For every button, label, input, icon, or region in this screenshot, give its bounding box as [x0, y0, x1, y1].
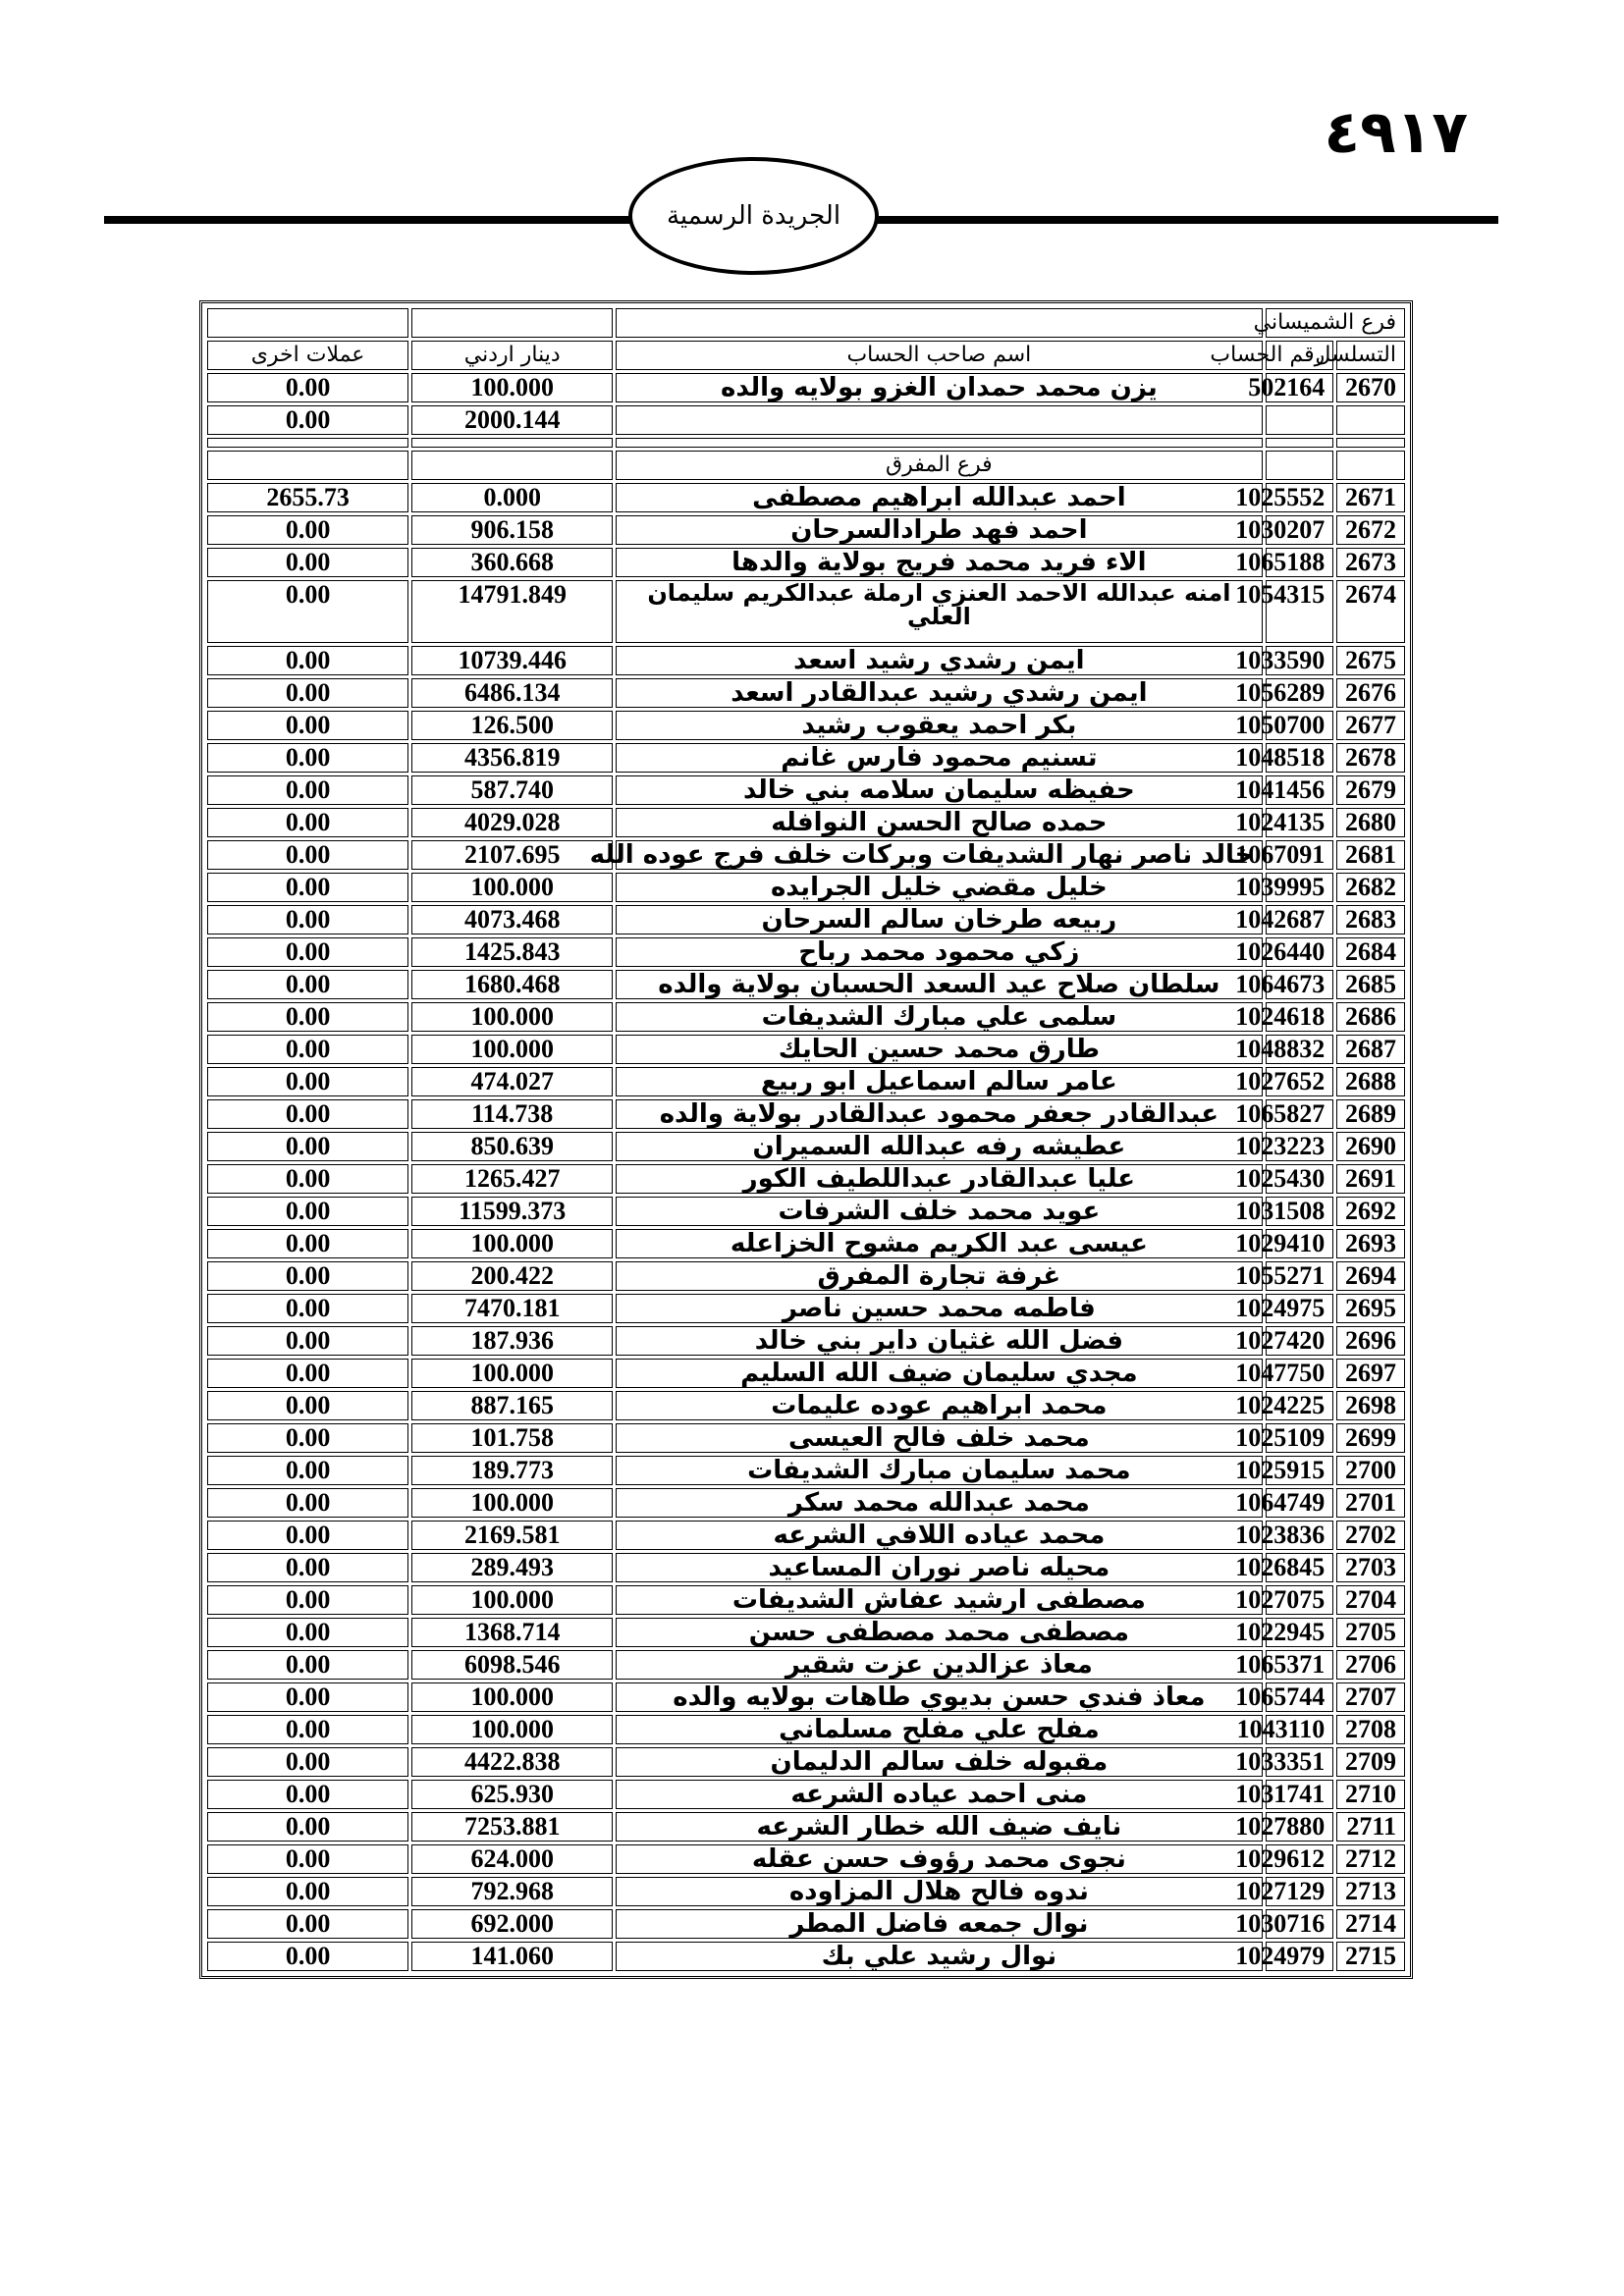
account-cell: 1031508	[1266, 1197, 1334, 1226]
spacer-row	[207, 438, 1405, 448]
account-cell: 1055271	[1266, 1261, 1334, 1291]
table-row	[207, 1294, 1405, 1323]
serial-cell: 2698	[1336, 1391, 1405, 1420]
table-row	[207, 1877, 1405, 1906]
serial-cell: 2701	[1336, 1488, 1405, 1518]
account-cell: 1023836	[1266, 1521, 1334, 1550]
serial-cell: 2708	[1336, 1715, 1405, 1744]
jod-cell: 7470.181	[411, 1294, 613, 1323]
serial-cell: 2682	[1336, 873, 1405, 902]
serial-cell: 2688	[1336, 1067, 1405, 1096]
serial-cell: 2711	[1336, 1812, 1405, 1842]
other-cell: 0.00	[207, 373, 408, 402]
account-cell: 1024135	[1266, 808, 1334, 837]
branch-header-row	[207, 308, 1405, 338]
other-cell: 0.00	[207, 937, 408, 967]
name-cell: احمد عبدالله ابراهيم مصطفى	[616, 483, 1262, 512]
table-row	[207, 808, 1405, 837]
table-row	[207, 970, 1405, 999]
jod-cell: 100.000	[411, 1002, 613, 1032]
account-cell: 1048518	[1266, 743, 1334, 773]
account-cell: 1047750	[1266, 1359, 1334, 1388]
jod-cell: 1680.468	[411, 970, 613, 999]
column-header-row	[207, 341, 1405, 370]
account-cell: 1048832	[1266, 1035, 1334, 1064]
name-cell: سلطان صلاح عيد السعد الحسبان بولاية والده	[616, 970, 1262, 999]
other-cell: 0.00	[207, 1585, 408, 1615]
serial-cell: 2671	[1336, 483, 1405, 512]
serial-cell: 2674	[1336, 580, 1405, 643]
other-cell: 0.00	[207, 580, 408, 643]
other-cell: 0.00	[207, 1682, 408, 1712]
serial-cell: 2710	[1336, 1780, 1405, 1809]
account-cell: 1029410	[1266, 1229, 1334, 1258]
name-cell: خليل مقضي خليل الجرايده	[616, 873, 1262, 902]
table-row	[207, 1197, 1405, 1226]
table-row	[207, 1326, 1405, 1356]
jod-cell: 906.158	[411, 515, 613, 545]
other-cell: 0.00	[207, 1035, 408, 1064]
name-cell: نوال رشيد علي بك	[616, 1942, 1262, 1971]
jod-cell: 2107.695	[411, 840, 613, 870]
jod-cell: 100.000	[411, 1682, 613, 1712]
table-row	[207, 1521, 1405, 1550]
name-cell: مقبوله خلف سالم الدليمان	[616, 1747, 1262, 1777]
account-cell: 1054315	[1266, 580, 1334, 643]
jod-cell: 11599.373	[411, 1197, 613, 1226]
table-row	[207, 1812, 1405, 1842]
other-cell: 0.00	[207, 905, 408, 934]
table-row	[207, 1261, 1405, 1291]
name-cell: عامر سالم اسماعيل ابو ربيع	[616, 1067, 1262, 1096]
serial-cell: 2691	[1336, 1164, 1405, 1194]
account-cell: 1050700	[1266, 711, 1334, 740]
jod-cell: 100.000	[411, 1359, 613, 1388]
serial-cell: 2709	[1336, 1747, 1405, 1777]
account-cell: 1024225	[1266, 1391, 1334, 1420]
serial-cell: 2703	[1336, 1553, 1405, 1582]
name-cell: فاطمه محمد حسين ناصر	[616, 1294, 1262, 1323]
serial-cell: 2690	[1336, 1132, 1405, 1161]
table-row	[207, 1099, 1405, 1129]
account-cell: 1027880	[1266, 1812, 1334, 1842]
serial-cell: 2695	[1336, 1294, 1405, 1323]
jod-cell: 6486.134	[411, 678, 613, 708]
serial-cell: 2673	[1336, 548, 1405, 577]
branch-header-row	[207, 451, 1405, 480]
serial-cell: 2699	[1336, 1423, 1405, 1453]
name-cell: محمد خلف فالح العيسى	[616, 1423, 1262, 1453]
serial-cell: 2684	[1336, 937, 1405, 967]
other-cell: 0.00	[207, 1359, 408, 1388]
name-cell: نجوى محمد رؤوف حسن عقله	[616, 1844, 1262, 1874]
serial-cell: 2704	[1336, 1585, 1405, 1615]
name-cell: يزن محمد حمدان الغزو بولايه والده	[616, 373, 1262, 402]
account-cell: 1024618	[1266, 1002, 1334, 1032]
name-cell: محمد عياده اللافي الشرعه	[616, 1521, 1262, 1550]
jod-cell: 587.740	[411, 775, 613, 805]
other-cell: 0.00	[207, 1229, 408, 1258]
account-cell: 1041456	[1266, 775, 1334, 805]
name-cell: احمد فهد طرادالسرحان	[616, 515, 1262, 545]
account-cell: 1067091	[1266, 840, 1334, 870]
jod-cell: 189.773	[411, 1456, 613, 1485]
serial-cell: 2675	[1336, 646, 1405, 675]
other-cell: 0.00	[207, 1326, 408, 1356]
other-cell: 0.00	[207, 840, 408, 870]
other-cell: 0.00	[207, 775, 408, 805]
name-cell: محمد ابراهيم عوده عليمات	[616, 1391, 1262, 1420]
account-cell: 502164	[1266, 373, 1334, 402]
account-cell: 1065744	[1266, 1682, 1334, 1712]
jod-cell: 4073.468	[411, 905, 613, 934]
other-cell: 0.00	[207, 1456, 408, 1485]
name-cell: سلمى علي مبارك الشديفات	[616, 1002, 1262, 1032]
name-cell: حفيظه سليمان سلامه بني خالد	[616, 775, 1262, 805]
account-cell: 1029612	[1266, 1844, 1334, 1874]
serial-cell: 2683	[1336, 905, 1405, 934]
table-row	[207, 483, 1405, 512]
table-row	[207, 1618, 1405, 1647]
jod-cell: 692.000	[411, 1909, 613, 1939]
name-cell: معاذ فندي حسن بديوي طاهات بولايه والده	[616, 1682, 1262, 1712]
serial-cell: 2696	[1336, 1326, 1405, 1356]
account-cell: 1025552	[1266, 483, 1334, 512]
account-cell: 1064749	[1266, 1488, 1334, 1518]
serial-cell: 2712	[1336, 1844, 1405, 1874]
name-cell: مصطفى محمد مصطفى حسن	[616, 1618, 1262, 1647]
table-row	[207, 1715, 1405, 1744]
serial-cell: 2714	[1336, 1909, 1405, 1939]
account-cell: 1030207	[1266, 515, 1334, 545]
serial-cell: 2692	[1336, 1197, 1405, 1226]
jod-cell: 887.165	[411, 1391, 613, 1420]
jod-cell: 850.639	[411, 1132, 613, 1161]
account-cell: 1027652	[1266, 1067, 1334, 1096]
jod-cell: 474.027	[411, 1067, 613, 1096]
serial-cell: 2678	[1336, 743, 1405, 773]
name-cell: حمده صالح الحسن النوافله	[616, 808, 1262, 837]
other-cell: 0.00	[207, 1294, 408, 1323]
serial-cell: 2681	[1336, 840, 1405, 870]
table-row	[207, 1747, 1405, 1777]
serial-cell: 2715	[1336, 1942, 1405, 1971]
account-cell: 1024979	[1266, 1942, 1334, 1971]
other-cell: 0.00	[207, 1164, 408, 1194]
header-jod: دينار اردني	[411, 341, 613, 370]
account-cell: 1022945	[1266, 1618, 1334, 1647]
name-cell: طارق محمد حسين الحايك	[616, 1035, 1262, 1064]
account-cell: 1043110	[1266, 1715, 1334, 1744]
other-cell: 0.00	[207, 1877, 408, 1906]
other-cell: 0.00	[207, 1197, 408, 1226]
name-cell: عليا عبدالقادر عبداللطيف الكور	[616, 1164, 1262, 1194]
other-cell: 0.00	[207, 1650, 408, 1680]
other-cell: 0.00	[207, 548, 408, 577]
name-cell: محمد عبدالله محمد سكر	[616, 1488, 1262, 1518]
table-row	[207, 1035, 1405, 1064]
jod-cell: 7253.881	[411, 1812, 613, 1842]
table-row	[207, 1780, 1405, 1809]
name-cell: زكي محمود محمد رباح	[616, 937, 1262, 967]
serial-cell: 2679	[1336, 775, 1405, 805]
account-cell: 1024975	[1266, 1294, 1334, 1323]
jod-cell: 100.000	[411, 1585, 613, 1615]
account-cell: 1025915	[1266, 1456, 1334, 1485]
name-cell: ايمن رشدي رشيد عبدالقادر اسعد	[616, 678, 1262, 708]
jod-cell: 360.668	[411, 548, 613, 577]
other-cell: 0.00	[207, 1067, 408, 1096]
name-cell: منى احمد عياده الشرعه	[616, 1780, 1262, 1809]
name-cell: نايف ضيف الله خطار الشرعه	[616, 1812, 1262, 1842]
account-cell: 1064673	[1266, 970, 1334, 999]
header-account: رقم الحساب	[1266, 341, 1334, 370]
branch-name-cell: فرع الشميساني	[1266, 308, 1406, 338]
other-cell: 0.00	[207, 711, 408, 740]
name-cell: امنه عبدالله الاحمد العنزي ارملة عبدالكريم سليمان العلي	[616, 580, 1262, 643]
jod-cell: 0.000	[411, 483, 613, 512]
jod-cell: 1265.427	[411, 1164, 613, 1194]
name-cell: ايمن رشدي رشيد اسعد	[616, 646, 1262, 675]
other-cell: 0.00	[207, 1099, 408, 1129]
table-row	[207, 515, 1405, 545]
table-row	[207, 548, 1405, 577]
table-row	[207, 1391, 1405, 1420]
name-cell: عبدالقادر جعفر محمود عبدالقادر بولاية والده	[616, 1099, 1262, 1129]
table-row	[207, 1585, 1405, 1615]
account-cell: 1023223	[1266, 1132, 1334, 1161]
serial-cell: 2672	[1336, 515, 1405, 545]
serial-cell: 2676	[1336, 678, 1405, 708]
other-cell: 0.00	[207, 678, 408, 708]
serial-cell: 2706	[1336, 1650, 1405, 1680]
table-row	[207, 840, 1405, 870]
other-cell: 2655.73	[207, 483, 408, 512]
name-cell: محيله ناصر نوران المساعيد	[616, 1553, 1262, 1582]
jod-cell: 187.936	[411, 1326, 613, 1356]
jod-cell: 10739.446	[411, 646, 613, 675]
jod-cell: 4356.819	[411, 743, 613, 773]
serial-cell: 2687	[1336, 1035, 1405, 1064]
account-cell: 1065188	[1266, 548, 1334, 577]
account-cell: 1027129	[1266, 1877, 1334, 1906]
account-cell: 1065827	[1266, 1099, 1334, 1129]
header-serial: التسلسل	[1336, 341, 1405, 370]
name-cell: عيسى عبد الكريم مشوح الخزاعله	[616, 1229, 1262, 1258]
account-cell: 1030716	[1266, 1909, 1334, 1939]
jod-cell: 200.422	[411, 1261, 613, 1291]
other-cell: 0.00	[207, 1942, 408, 1971]
jod-cell: 624.000	[411, 1844, 613, 1874]
serial-cell: 2694	[1336, 1261, 1405, 1291]
name-cell: مصطفى ارشيد عفاش الشديفات	[616, 1585, 1262, 1615]
jod-cell: 625.930	[411, 1780, 613, 1809]
serial-cell: 2700	[1336, 1456, 1405, 1485]
account-cell: 1033351	[1266, 1747, 1334, 1777]
serial-cell: 2707	[1336, 1682, 1405, 1712]
other-cell: 0.00	[207, 1423, 408, 1453]
jod-cell: 101.758	[411, 1423, 613, 1453]
jod-cell: 100.000	[411, 1229, 613, 1258]
jod-cell: 6098.546	[411, 1650, 613, 1680]
branch-total-row	[207, 405, 1405, 435]
name-cell: غرفة تجارة المفرق	[616, 1261, 1262, 1291]
serial-cell: 2670	[1336, 373, 1405, 402]
jod-cell: 141.060	[411, 1942, 613, 1971]
jod-cell: 4422.838	[411, 1747, 613, 1777]
account-cell: 1027075	[1266, 1585, 1334, 1615]
table-row	[207, 1488, 1405, 1518]
account-cell: 1025430	[1266, 1164, 1334, 1194]
jod-cell: 289.493	[411, 1553, 613, 1582]
gazette-title: الجريدة الرسمية	[666, 201, 841, 231]
table-row	[207, 711, 1405, 740]
account-cell: 1033590	[1266, 646, 1334, 675]
table-row	[207, 775, 1405, 805]
account-cell: 1026845	[1266, 1553, 1334, 1582]
account-cell: 1056289	[1266, 678, 1334, 708]
other-cell: 0.00	[207, 1391, 408, 1420]
serial-cell: 2705	[1336, 1618, 1405, 1647]
name-cell: فضل الله غثيان داير بني خالد	[616, 1326, 1262, 1356]
serial-cell: 2686	[1336, 1002, 1405, 1032]
table-row	[207, 1844, 1405, 1874]
name-cell: محمد سليمان مبارك الشديفات	[616, 1456, 1262, 1485]
table-row	[207, 1229, 1405, 1258]
name-cell: نوال جمعه فاضل المطر	[616, 1909, 1262, 1939]
table-row	[207, 1456, 1405, 1485]
other-cell: 0.00	[207, 743, 408, 773]
account-cell: 1025109	[1266, 1423, 1334, 1453]
jod-cell: 100.000	[411, 1715, 613, 1744]
table-row	[207, 678, 1405, 708]
header-other: عملات اخرى	[207, 341, 408, 370]
name-cell: عويد محمد خلف الشرفات	[616, 1197, 1262, 1226]
accounts-table-frame	[199, 300, 1413, 1979]
table-row	[207, 1942, 1405, 1971]
table-row	[207, 743, 1405, 773]
table-row	[207, 1132, 1405, 1161]
other-cell: 0.00	[207, 646, 408, 675]
other-cell: 0.00	[207, 1780, 408, 1809]
name-cell: الاء فريد محمد فريج بولاية والدها	[616, 548, 1262, 577]
jod-cell: 126.500	[411, 711, 613, 740]
account-cell: 1027420	[1266, 1326, 1334, 1356]
account-cell: 1031741	[1266, 1780, 1334, 1809]
name-cell: تسنيم محمود فارس غانم	[616, 743, 1262, 773]
serial-cell: 2693	[1336, 1229, 1405, 1258]
serial-cell: 2685	[1336, 970, 1405, 999]
jod-cell: 1368.714	[411, 1618, 613, 1647]
table-row	[207, 1553, 1405, 1582]
total-jod-cell: 2000.144	[411, 405, 613, 435]
table-row	[207, 1359, 1405, 1388]
serial-cell: 2680	[1336, 808, 1405, 837]
name-cell: بكر احمد يعقوب رشيد	[616, 711, 1262, 740]
jod-cell: 2169.581	[411, 1521, 613, 1550]
serial-cell: 2702	[1336, 1521, 1405, 1550]
other-cell: 0.00	[207, 1844, 408, 1874]
table-row	[207, 905, 1405, 934]
accounts-table	[204, 305, 1408, 1974]
other-cell: 0.00	[207, 970, 408, 999]
jod-cell: 792.968	[411, 1877, 613, 1906]
serial-cell: 2677	[1336, 711, 1405, 740]
table-row	[207, 1164, 1405, 1194]
table-row	[207, 646, 1405, 675]
other-cell: 0.00	[207, 873, 408, 902]
page-number: ٤٩١٧	[1324, 98, 1468, 167]
table-row	[207, 937, 1405, 967]
serial-cell: 2697	[1336, 1359, 1405, 1388]
other-cell: 0.00	[207, 1715, 408, 1744]
name-cell: خالد ناصر نهار الشديفات وبركات خلف فرج عوده الله	[616, 840, 1262, 870]
other-cell: 0.00	[207, 808, 408, 837]
table-row	[207, 1067, 1405, 1096]
table-row	[207, 1909, 1405, 1939]
table-row	[207, 1650, 1405, 1680]
table-row	[207, 1423, 1405, 1453]
name-cell: معاذ عزالدين عزت شقير	[616, 1650, 1262, 1680]
other-cell: 0.00	[207, 1618, 408, 1647]
other-cell: 0.00	[207, 1521, 408, 1550]
jod-cell: 100.000	[411, 1488, 613, 1518]
serial-cell: 2713	[1336, 1877, 1405, 1906]
jod-cell: 100.000	[411, 373, 613, 402]
gazette-title-oval	[628, 157, 879, 275]
other-cell: 0.00	[207, 1132, 408, 1161]
table-row	[207, 373, 1405, 402]
table-row	[207, 1682, 1405, 1712]
name-cell: مفلح علي مفلح مسلماني	[616, 1715, 1262, 1744]
other-cell: 0.00	[207, 1002, 408, 1032]
name-cell: ربيعه طرخان سالم السرحان	[616, 905, 1262, 934]
jod-cell: 100.000	[411, 1035, 613, 1064]
name-cell: مجدي سليمان ضيف الله السليم	[616, 1359, 1262, 1388]
jod-cell: 114.738	[411, 1099, 613, 1129]
table-row	[207, 1002, 1405, 1032]
jod-cell: 1425.843	[411, 937, 613, 967]
other-cell: 0.00	[207, 1747, 408, 1777]
other-cell: 0.00	[207, 1812, 408, 1842]
serial-cell: 2689	[1336, 1099, 1405, 1129]
jod-cell: 14791.849	[411, 580, 613, 643]
branch-name-cell: فرع المفرق	[616, 451, 1262, 480]
table-row	[207, 580, 1405, 643]
other-cell: 0.00	[207, 515, 408, 545]
other-cell: 0.00	[207, 1488, 408, 1518]
name-cell: ندوه فالح هلال المزاوده	[616, 1877, 1262, 1906]
other-cell: 0.00	[207, 1261, 408, 1291]
total-other-cell: 0.00	[207, 405, 408, 435]
jod-cell: 100.000	[411, 873, 613, 902]
account-cell: 1065371	[1266, 1650, 1334, 1680]
header-name: اسم صاحب الحساب	[616, 341, 1262, 370]
table-row	[207, 873, 1405, 902]
name-cell: عطيشه رفه عبدالله السميران	[616, 1132, 1262, 1161]
account-cell: 1026440	[1266, 937, 1334, 967]
jod-cell: 4029.028	[411, 808, 613, 837]
other-cell: 0.00	[207, 1553, 408, 1582]
account-cell: 1039995	[1266, 873, 1334, 902]
other-cell: 0.00	[207, 1909, 408, 1939]
account-cell: 1042687	[1266, 905, 1334, 934]
